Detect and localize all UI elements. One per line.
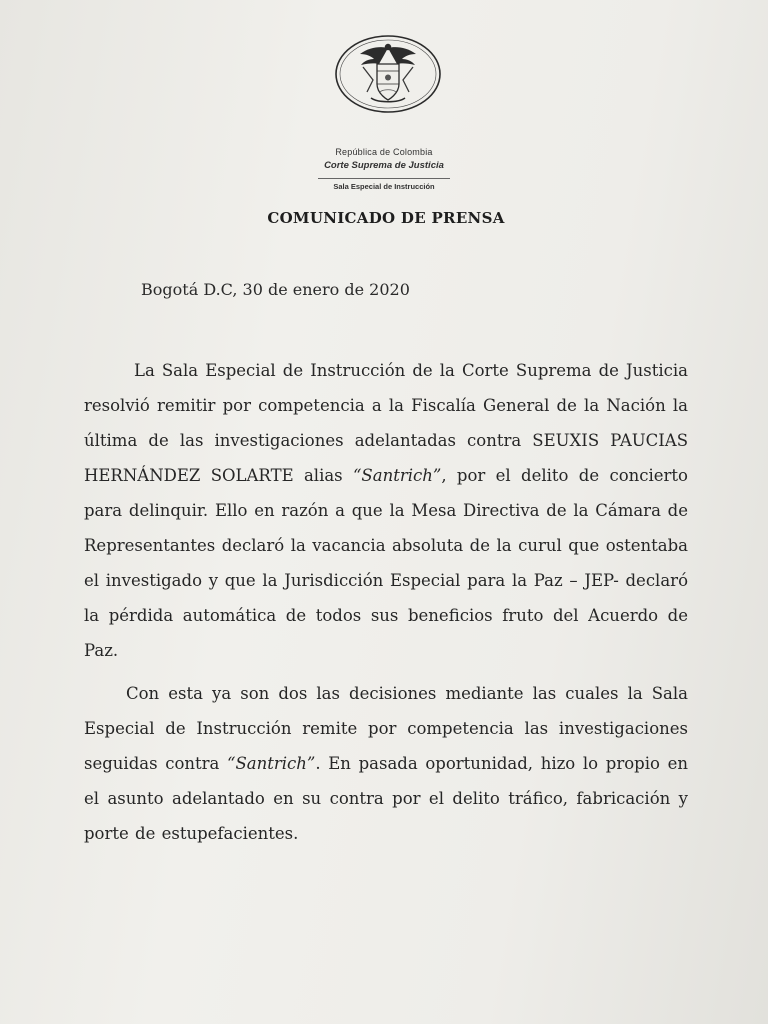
republic-label: República de Colombia xyxy=(335,147,433,157)
paragraph-1-text: La Sala Especial de Instrucción de la Corte Suprema de Justicia resolvió remitir por competencia a la Fiscalía General de la Nación la última de las investigaciones adelantadas contra SEUXIS PAUCIAS HERNÁNDEZ SOLARTE alias xyxy=(84,361,688,485)
coat-of-arms-seal xyxy=(333,34,443,114)
dateline: Bogotá D.C, 30 de enero de 2020 xyxy=(141,280,410,299)
paragraph-1-text-end: , por el delito de concierto para delinquir. Ello en razón a que la Mesa Directiva de la Cámara de Representantes declaró la vacancia absoluta de la curul que ostentaba el investigado y que la Jurisdicción Especial para la Paz – JEP- declaró la pérdida automática de todos sus beneficios fruto del Acuerdo de Paz. xyxy=(84,466,688,660)
chamber-name: Sala Especial de Instrucción xyxy=(333,182,435,191)
alias-name: “Santrich” xyxy=(353,466,442,485)
header-divider xyxy=(318,178,450,179)
paragraph-2 xyxy=(84,676,688,851)
alias-name: “Santrich” xyxy=(227,754,316,773)
document-title: COMUNICADO DE PRENSA xyxy=(267,209,505,227)
paragraph-1 xyxy=(84,353,688,668)
paragraph-2-text-end: . En pasada oportunidad, hizo lo propio en el asunto adelantado en su contra por el delito tráfico, fabricación y porte de estupefacientes. xyxy=(84,754,688,843)
court-name: Corte Suprema de Justicia xyxy=(324,160,444,171)
paragraph-2-text: Con esta ya son dos las decisiones mediante las cuales la Sala Especial de Instrucción remite por competencia las investigaciones seguidas contra xyxy=(84,684,688,773)
